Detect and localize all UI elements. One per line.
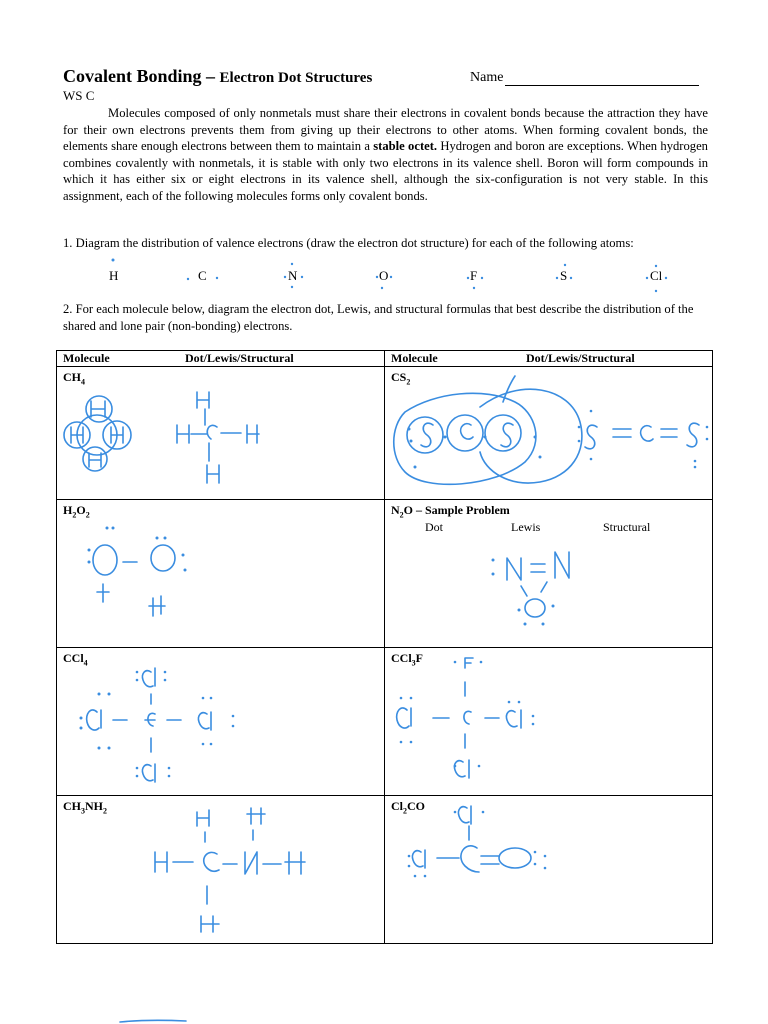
molecule-label-cl2co: $Cl_2CO$ xyxy=(391,799,425,816)
question-2: 2. For each molecule below, diagram the electron dot, Lewis, and structural formulas that best describe the distribution of the shared and lone pair (non-bonding) electrons. xyxy=(63,302,694,333)
atom-f: F xyxy=(470,268,478,283)
atom-s: S xyxy=(560,268,568,283)
header-molecule: Molecule xyxy=(391,351,438,365)
intro-paragraph: Molecules composed of only nonmetals must share their electrons in covalent bonds because the attraction they have for their own electrons prevents them from giving up their electrons to other atoms. When forming covalent bonds, the elements share enough electrons between them to maintain a stable octet. Hydrogen and boron are exceptions. When hydrogen combines covalently with nonmetals, it is stable with only two electrons in its valence shell. Boron will form compounds in which it has either six or eight electrons in its valence shell, although the six-configuration is not very stable. In this assignment, each of the following molecules forms only covalent bonds. xyxy=(63,106,708,203)
name-label: Name xyxy=(470,70,504,85)
worksheet-id: WS C xyxy=(63,88,95,103)
molecule-label-cs2: $CS_2$ xyxy=(391,370,411,387)
atom-h: H xyxy=(109,268,119,283)
molecule-label-n2o: $N_2O$ – Sample Problem xyxy=(391,503,510,520)
atom-c: C xyxy=(198,268,207,283)
atom-o: O xyxy=(379,268,389,283)
stable-octet-term: stable octet. xyxy=(373,139,438,153)
page-title: Covalent Bonding – Electron Dot Structures xyxy=(63,66,373,86)
molecule-label-h2o2: $H_2O_2$ xyxy=(63,503,90,520)
page-subtitle: Electron Dot Structures xyxy=(219,70,373,86)
header-formulas: Dot/Lewis/Structural xyxy=(526,351,635,365)
atom-cl: Cl xyxy=(650,268,663,283)
molecule-label-ch4: $CH_4$ xyxy=(63,370,85,387)
molecule-label-ccl3f: CCl$_3$F xyxy=(391,651,424,668)
header-formulas: Dot/Lewis/Structural xyxy=(185,351,294,365)
sample-head-lewis: Lewis xyxy=(511,520,541,534)
question-1: 1. Diagram the distribution of valence electrons (draw the electron dot structure) for each of the following atoms: xyxy=(63,236,634,250)
atom-n: N xyxy=(288,268,298,283)
molecule-label-ccl4: CCl$_4$ xyxy=(63,651,88,668)
header-molecule: Molecule xyxy=(63,351,110,365)
molecule-label-ch3nh2: $CH_3NH_2$ xyxy=(63,799,107,816)
sample-head-dot: Dot xyxy=(425,520,443,534)
sample-head-structural: Structural xyxy=(603,520,651,534)
